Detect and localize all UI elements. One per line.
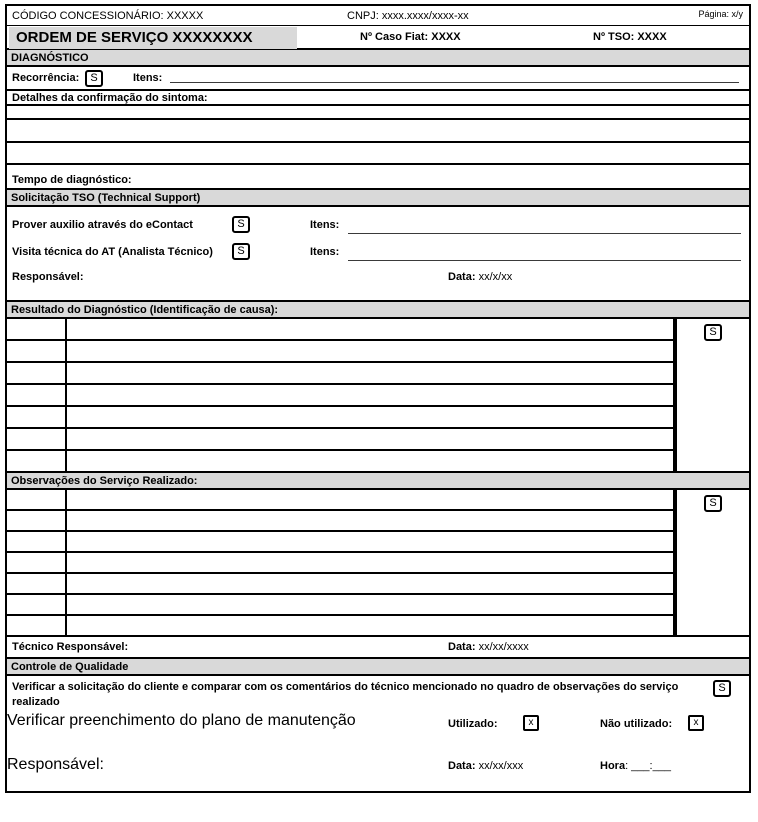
recorrencia-itens-label: Itens: <box>133 72 163 84</box>
table-row[interactable] <box>7 532 675 553</box>
section-observacoes-servico: Observações do Serviço Realizado: <box>7 473 749 490</box>
table-cell-code[interactable] <box>7 451 67 471</box>
nao-utilizado-checkbox[interactable]: x <box>688 715 704 731</box>
recorrencia-checkbox[interactable]: S <box>85 70 103 87</box>
detalhes-label: Detalhes da confirmação do sintoma: <box>12 92 208 104</box>
solicitacao-tso-block <box>7 207 749 302</box>
table-row[interactable] <box>7 616 675 635</box>
resultado-diagnostico-table <box>7 319 749 473</box>
table-cell-description[interactable] <box>67 616 675 635</box>
table-cell-code[interactable] <box>7 511 67 530</box>
table-cell-code[interactable] <box>7 574 67 593</box>
tecnico-data <box>448 641 529 653</box>
observacoes-checkbox[interactable]: S <box>704 495 722 512</box>
tso-data <box>448 271 512 283</box>
utilizado-label: Utilizado: <box>448 718 498 730</box>
table-row[interactable] <box>7 451 675 471</box>
cq-hora-value: : ___:___ <box>625 760 671 772</box>
form-title: ORDEM DE SERVIÇO XXXXXXXX <box>9 27 297 49</box>
cq-check2-row <box>7 712 749 738</box>
page-indicator: Página: x/y <box>698 9 743 19</box>
table-cell-description[interactable] <box>67 595 675 614</box>
table-cell-code[interactable] <box>7 429 67 449</box>
table-cell-description[interactable] <box>67 341 675 361</box>
table-row[interactable] <box>7 553 675 574</box>
tso-data-label: Data: <box>448 271 476 283</box>
table-row[interactable] <box>7 574 675 595</box>
detalhes-blank-row[interactable] <box>7 120 749 143</box>
table-cell-code[interactable] <box>7 616 67 635</box>
dealer-code: CÓDIGO CONCESSIONÁRIO: XXXXX <box>12 10 204 22</box>
tso-item-econtact-itens-label: Itens: <box>310 219 340 231</box>
section-controle-qualidade: Controle de Qualidade <box>7 659 749 676</box>
table-cell-code[interactable] <box>7 532 67 551</box>
cq-check1-checkbox[interactable]: S <box>713 680 731 697</box>
tso-responsavel-label: Responsável: <box>12 271 84 283</box>
resultado-flag-column <box>675 319 749 471</box>
table-cell-code[interactable] <box>7 363 67 383</box>
table-cell-code[interactable] <box>7 553 67 572</box>
section-resultado-diagnostico: Resultado do Diagnóstico (Identificação de causa): <box>7 302 749 319</box>
tempo-diagnostico-label: Tempo de diagnóstico: <box>12 174 132 186</box>
table-cell-description[interactable] <box>67 574 675 593</box>
table-row[interactable] <box>7 595 675 616</box>
table-cell-description[interactable] <box>67 407 675 427</box>
table-cell-description[interactable] <box>67 429 675 449</box>
detalhes-label-row <box>7 91 749 106</box>
tso-data-value: xx/x/xx <box>478 271 513 283</box>
recorrencia-itens-blank[interactable] <box>170 82 739 83</box>
table-row[interactable] <box>7 407 675 429</box>
tso-item-econtact-label: Prover auxilio através do eContact <box>12 219 193 231</box>
table-row[interactable] <box>7 511 675 532</box>
tecnico-data-value: xx/xx/xxxx <box>478 641 529 653</box>
observacoes-servico-table <box>7 490 749 637</box>
tso-number: Nº TSO: XXXX <box>593 31 667 43</box>
tso-item-visita-itens-label: Itens: <box>310 246 340 258</box>
observacoes-flag-column <box>675 490 749 635</box>
header-row-2 <box>7 26 749 50</box>
table-row[interactable] <box>7 341 675 363</box>
table-cell-description[interactable] <box>67 490 675 509</box>
table-row[interactable] <box>7 490 675 511</box>
table-cell-code[interactable] <box>7 490 67 509</box>
cq-hora-label: Hora <box>600 760 626 772</box>
cq-data-value: xx/xx/xxx <box>478 760 524 772</box>
table-cell-code[interactable] <box>7 385 67 405</box>
observacoes-rows <box>7 490 675 635</box>
table-cell-code[interactable] <box>7 595 67 614</box>
tso-item-visita-label: Visita técnica do AT (Analista Técnico) <box>12 246 213 258</box>
table-cell-description[interactable] <box>67 451 675 471</box>
cq-hora <box>600 760 671 772</box>
header-row-1 <box>7 6 749 26</box>
section-solicitacao-tso: Solicitação TSO (Technical Support) <box>7 190 749 207</box>
cnpj: CNPJ: xxxx.xxxx/xxxx-xx <box>347 10 469 22</box>
cq-responsavel-label: Responsável: <box>7 756 104 773</box>
cq-check1-text: Verificar a solicitação do cliente e comparar com os comentários do técnico mencionado no quadro de observações do serviço realizado <box>12 681 679 708</box>
fiat-case-number: Nº Caso Fiat: XXXX <box>360 31 461 43</box>
section-diagnostico: DIAGNÓSTICO <box>7 50 749 67</box>
detalhes-blank-row[interactable] <box>7 106 749 120</box>
table-row[interactable] <box>7 319 675 341</box>
utilizado-checkbox[interactable]: x <box>523 715 539 731</box>
table-cell-description[interactable] <box>67 319 675 339</box>
table-cell-code[interactable] <box>7 407 67 427</box>
table-row[interactable] <box>7 429 675 451</box>
tso-item-visita-checkbox[interactable]: S <box>232 243 250 260</box>
cq-responsavel-row <box>7 756 749 778</box>
controle-qualidade-block <box>7 676 749 791</box>
tso-item-econtact-itens-blank[interactable] <box>348 233 741 234</box>
table-cell-description[interactable] <box>67 385 675 405</box>
table-row[interactable] <box>7 363 675 385</box>
cq-data-label: Data: <box>448 760 476 772</box>
service-order-form <box>5 4 751 793</box>
table-cell-description[interactable] <box>67 553 675 572</box>
tso-item-econtact-checkbox[interactable]: S <box>232 216 250 233</box>
table-cell-description[interactable] <box>67 363 675 383</box>
table-cell-code[interactable] <box>7 341 67 361</box>
resultado-checkbox[interactable]: S <box>704 324 722 341</box>
tecnico-responsavel-label: Técnico Responsável: <box>12 641 129 653</box>
tso-item-visita-itens-blank[interactable] <box>348 260 741 261</box>
nao-utilizado-label: Não utilizado: <box>600 718 673 730</box>
resultado-rows <box>7 319 675 471</box>
cq-check2-text: Verificar preenchimento do plano de manutenção <box>7 712 356 729</box>
tecnico-data-label: Data: <box>448 641 476 653</box>
table-cell-code[interactable] <box>7 319 67 339</box>
tecnico-responsavel-row <box>7 637 749 659</box>
table-cell-description[interactable] <box>67 532 675 551</box>
detalhes-blank-row[interactable] <box>7 143 749 165</box>
table-row[interactable] <box>7 385 675 407</box>
recorrencia-label: Recorrência: <box>12 72 80 84</box>
cq-data <box>448 760 523 772</box>
recorrencia-row <box>7 67 749 91</box>
tempo-diagnostico-row <box>7 165 749 190</box>
table-cell-description[interactable] <box>67 511 675 530</box>
